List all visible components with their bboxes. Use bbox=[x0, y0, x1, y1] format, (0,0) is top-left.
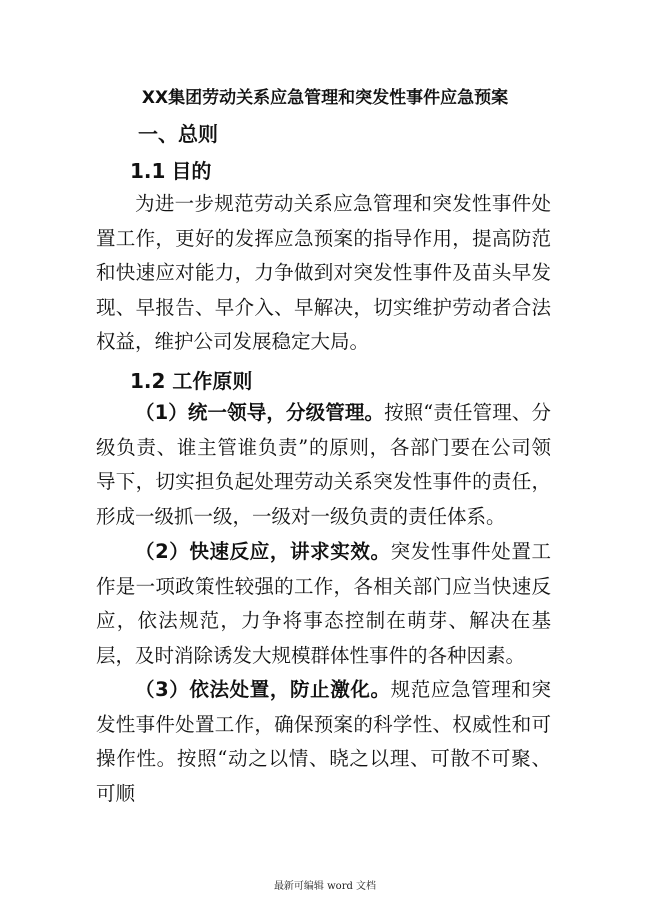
principle-lead: （1）统一领导，分级管理。 bbox=[135, 401, 385, 424]
subsection-title: 目的 bbox=[171, 159, 212, 183]
principle-lead: （2）快速反应，讲求实效。 bbox=[135, 540, 391, 563]
principle-paragraph-3 bbox=[96, 673, 551, 811]
document-title: XX集团劳动关系应急管理和突发性事件应急预案 bbox=[141, 88, 509, 108]
principle-text: 按照“责任管理、分级负责、谁主管谁负责”的原则，各部门要在公司领导下，切实担负起处理劳动关系突发性事件的责任，形成一级抓一级，一级对一级负责的责任体系。 bbox=[96, 401, 551, 528]
subsection-number: 1.1 bbox=[130, 159, 166, 183]
principle-paragraph-2 bbox=[96, 535, 551, 673]
principle-text: 规范应急管理和突发性事件处置工作，确保预案的科学性、权威性和可操作性。按照“动之以情、晓之以理、可散不可聚、可顺 bbox=[96, 678, 551, 805]
principle-text: 突发性事件处置工作是一项政策性较强的工作，各相关部门应当快速反应，依法规范，力争将事态控制在萌芽、解决在基层，及时消除诱发大规模群体性事件的各种因素。 bbox=[96, 540, 551, 667]
purpose-paragraph: 为进一步规范劳动关系应急管理和突发性事件处置工作，更好的发挥应急预案的指导作用，提高防范和快速应对能力，力争做到对突发性事件及苗头早发现、早报告、早介入、早解决，切实维护劳动者合法权益，维护公司发展稳定大局。 bbox=[96, 192, 551, 354]
page-footer: 最新可编辑 word 文档 bbox=[273, 881, 377, 892]
subsection-heading-purpose bbox=[130, 157, 211, 185]
principle-lead: （3）依法处置，防止激化。 bbox=[135, 678, 391, 701]
principle-paragraph-1 bbox=[96, 396, 551, 534]
section-heading-general: 一、总则 bbox=[138, 122, 218, 146]
subsection-heading-principles: 1.2 工作原则 bbox=[130, 369, 253, 393]
